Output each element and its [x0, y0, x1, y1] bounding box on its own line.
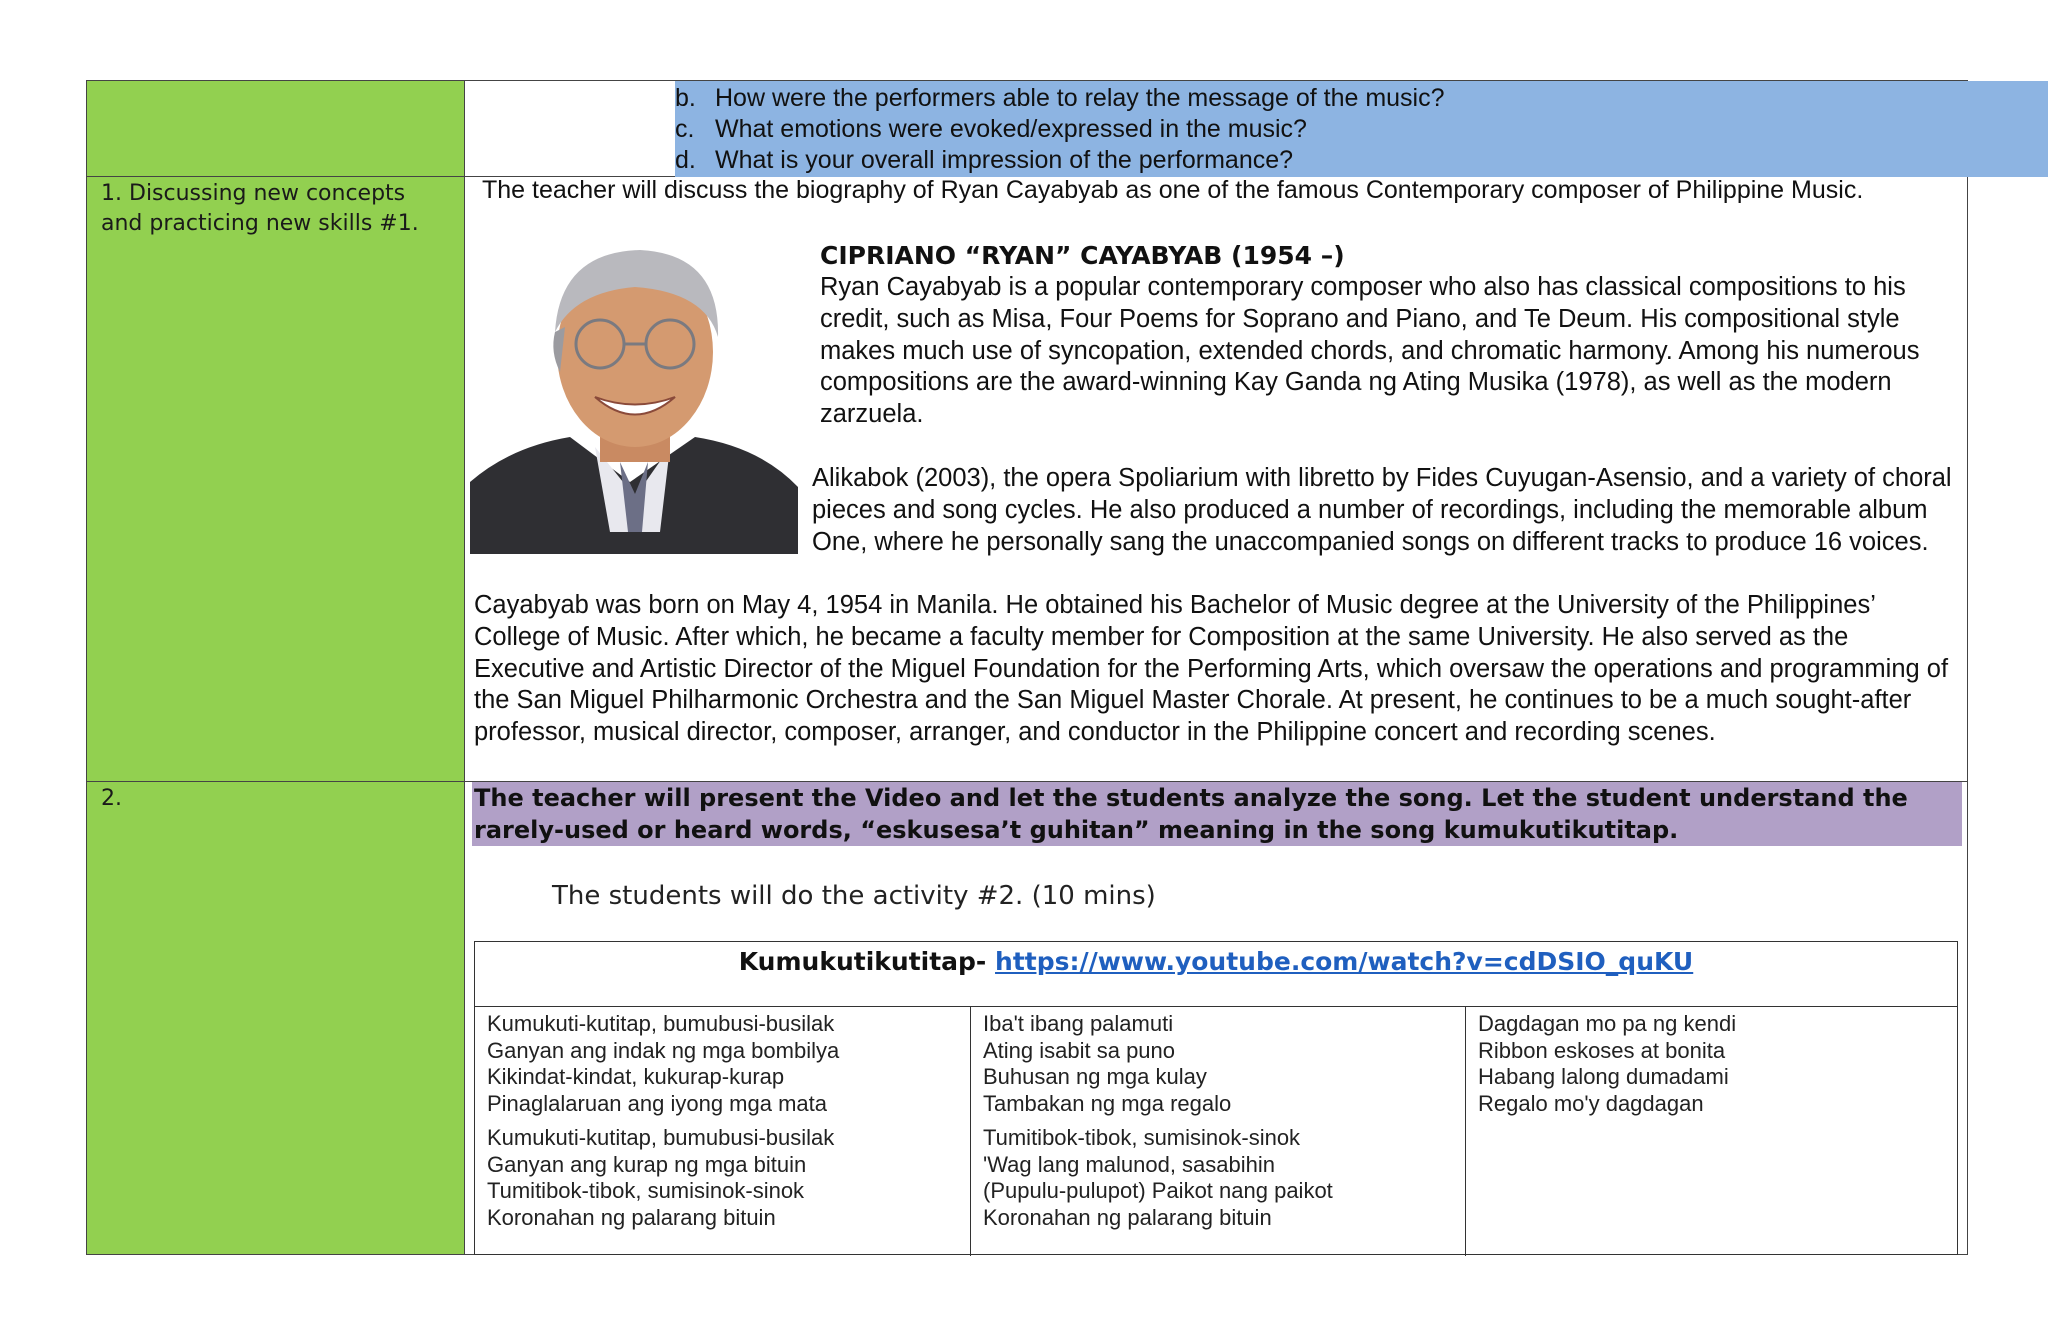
question-item — [675, 83, 1445, 114]
lyric-line: Ribbon eskoses at bonita — [1478, 1037, 1726, 1063]
stanza — [1478, 1011, 1956, 1117]
question-letter: b. — [675, 84, 696, 112]
row-label-text: Discussing new concepts and practicing new skills #1. — [101, 181, 419, 236]
lyric-line: Buhusan ng mga kulay — [983, 1064, 1207, 1089]
lyric-line: Koronahan ng palarang bituin — [487, 1204, 776, 1230]
lyric-line: Kumukuti-kutitap, bumubusi-busilak — [487, 1011, 835, 1036]
song-title: Kumukutikutitap- — [738, 947, 987, 976]
left-column — [87, 81, 465, 1254]
video-instruction: The teacher will present the Video and let the students analyze the song. Let the student understand the rarely-used or heard words, “eskusesa’t guhitan” meaning in the song kumukutikutitap. — [474, 784, 1908, 844]
lyric-line: Ating isabit sa puno — [983, 1037, 1176, 1063]
lyric-line: Kumukuti-kutitap, bumubusi-busilak — [487, 1125, 835, 1150]
lyric-line: Dagdagan mo pa ng kendi — [1478, 1011, 1737, 1036]
stanza — [983, 1011, 1465, 1117]
lyric-line: Iba't ibang palamuti — [983, 1011, 1174, 1036]
row-number: 1. — [101, 181, 122, 206]
activity-text: The students will do the activity #2. (10 mins) — [552, 881, 1156, 911]
portrait-photo — [470, 232, 798, 554]
row-number: 2. — [101, 786, 122, 811]
lyric-line: Ganyan ang indak ng mga bombilya — [487, 1037, 840, 1063]
lyric-line: Koronahan ng palarang bituin — [983, 1204, 1272, 1230]
lyric-line: Pinaglalaruan ang iyong mga mata — [487, 1090, 828, 1116]
question-letter: c. — [675, 115, 695, 143]
lyric-line: Ganyan ang kurap ng mga bituin — [487, 1151, 807, 1177]
question-item — [675, 145, 1445, 176]
lyric-line: Tumitibok-tibok, sumisinok-sinok — [487, 1178, 805, 1203]
lyrics-column-3 — [1465, 1007, 1956, 1256]
bio-title: CIPRIANO “RYAN” CAYABYAB (1954 –) — [820, 241, 1345, 270]
question-text: How were the performers able to relay the message of the music? — [715, 84, 1445, 112]
question-item — [675, 114, 1445, 145]
question-list — [675, 83, 1445, 176]
stanza — [487, 1011, 970, 1117]
stanza — [487, 1125, 970, 1231]
question-text: What is your overall impression of the performance? — [715, 146, 1294, 174]
lyric-line: Kikindat-kindat, kukurap-kurap — [487, 1064, 785, 1089]
question-text: What emotions were evoked/expressed in the music? — [715, 115, 1307, 143]
lyrics-table — [474, 941, 1958, 1255]
lyric-line: Regalo mo'y dagdagan — [1478, 1090, 1704, 1116]
lyrics-column-1 — [475, 1007, 970, 1256]
lyric-line: Tambakan ng mga regalo — [983, 1090, 1232, 1116]
bio-paragraph-2: Alikabok (2003), the opera Spoliarium with libretto by Fides Cuyugan-Asensio, and a variety of choral pieces and song cycles. He also produced a number of recordings, including the memorable album One, where he personally sang the unaccompanied songs on different tracks to produce 16 voices. — [812, 464, 1952, 556]
video-link[interactable]: https://www.youtube.com/watch?v=cdDSIO_quKU — [995, 947, 1694, 976]
bio-paragraph-3: Cayabyab was born on May 4, 1954 in Manila. He obtained his Bachelor of Music degree at the University of the Philippines’ College of Music. After which, he became a faculty member for Composition at the same University. He also served as the Executive and Artistic Director of the Miguel Foundation for the Performing Arts, which oversaw the operations and programming of the San Miguel Philharmonic Orchestra and the San Miguel Master Chorale. At present, he continues to be a much sought-after professor, musical director, composer, arranger, and conductor in the Philippine concert and recording scenes. — [474, 591, 1949, 747]
lyrics-column-2 — [970, 1007, 1465, 1256]
lyrics-header — [475, 942, 1957, 1007]
row-label-1 — [101, 179, 451, 239]
stanza — [983, 1125, 1465, 1231]
lyric-line: Habang lalong dumadami — [1478, 1064, 1729, 1089]
question-letter: d. — [675, 146, 696, 174]
lyric-line: (Pupulu-pulupot) Paikot nang paikot — [983, 1178, 1333, 1203]
lyric-line: 'Wag lang malunod, sasabihin — [983, 1151, 1276, 1177]
bio-paragraph-1: Ryan Cayabyab is a popular contemporary composer who also has classical compositions to his credit, such as Misa, Four Poems for Soprano and Piano, and Te Deum. His compositional style makes much use of syncopation, extended chords, and chromatic harmony. Among his numerous compositions are the award-winning Kay Ganda ng Ating Musika (1978), as well as the modern zarzuela. — [820, 273, 1920, 429]
intro-text: The teacher will discuss the biography of Ryan Cayabyab as one of the famous Contemporary composer of Philippine Music. — [482, 176, 1864, 204]
lyric-line: Tumitibok-tibok, sumisinok-sinok — [983, 1125, 1301, 1150]
row-label-2 — [101, 784, 451, 814]
